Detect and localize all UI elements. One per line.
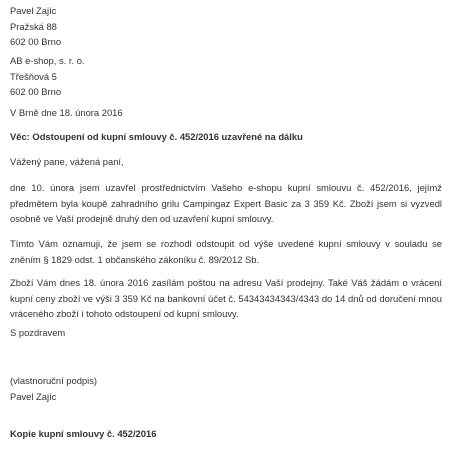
sender-address <box>10 3 61 50</box>
closing-text: S pozdravem <box>10 327 66 338</box>
paragraph-refund: Zboží Vám dnes 18. února 2016 zasílám poštou na adresu Vaší prodejny. Také Váš žádám o vrácení kupní ceny zboží ve výši 3 359 Kč na bankovní účet č. 54343434343/4343 do 14 dnů od doručení mnou vráceného zboží i tohoto odstoupení od kupní smlouvy. <box>10 277 442 319</box>
signature-name: Pavel Zajíc <box>10 390 57 402</box>
date-line <box>10 105 123 121</box>
paragraph-purchase: dne 10. února jsem uzavřel prostřednictvím Vašeho e-shopu kupní smlouvu č. 452/2016, jejímž předmětem byla koupě zahradního grilu Campingaz Expert Basic za 3 359 Kč. Zboží jsem si vyzvedl osobně ve Vaší prodejně druhý den od uzavření kupní smlouvy. <box>10 182 442 224</box>
recipient-address <box>10 53 85 100</box>
paragraph-withdrawal: Tímto Vám oznamuji, že jsem se rozhodl odstoupit od výše uvedené kupní smlouvy v souladu se zněním § 1829 odst. 1 občanského zákoníku č. 89/2012 Sb. <box>10 238 442 265</box>
signature-note: (vlastnoruční podpis) <box>10 375 98 386</box>
subject-line <box>10 129 303 145</box>
salutation <box>10 154 124 170</box>
salutation-text: Vážený pane, vážená paní, <box>10 156 124 167</box>
recipient-city: 602 00 Brno <box>10 86 62 97</box>
attachment-heading-text: Kopie kupní smlouvy č. 452/2016 <box>10 428 157 439</box>
sender-city: 602 00 Brno <box>10 36 62 47</box>
date-text: V Brně dne 18. února 2016 <box>10 107 123 118</box>
sender-street: Pražská 88 <box>10 20 57 32</box>
signature-block <box>10 373 97 404</box>
sender-name: Pavel Zajíc <box>10 5 57 16</box>
closing <box>10 325 65 341</box>
attachment-heading <box>10 426 156 442</box>
recipient-street: Třešňová 5 <box>10 70 57 82</box>
subject-text: Věc: Odstoupení od kupní smlouvy č. 452/2016 uzavřené na dálku <box>10 131 303 142</box>
recipient-name: AB e-shop, s. r. o. <box>10 55 85 66</box>
